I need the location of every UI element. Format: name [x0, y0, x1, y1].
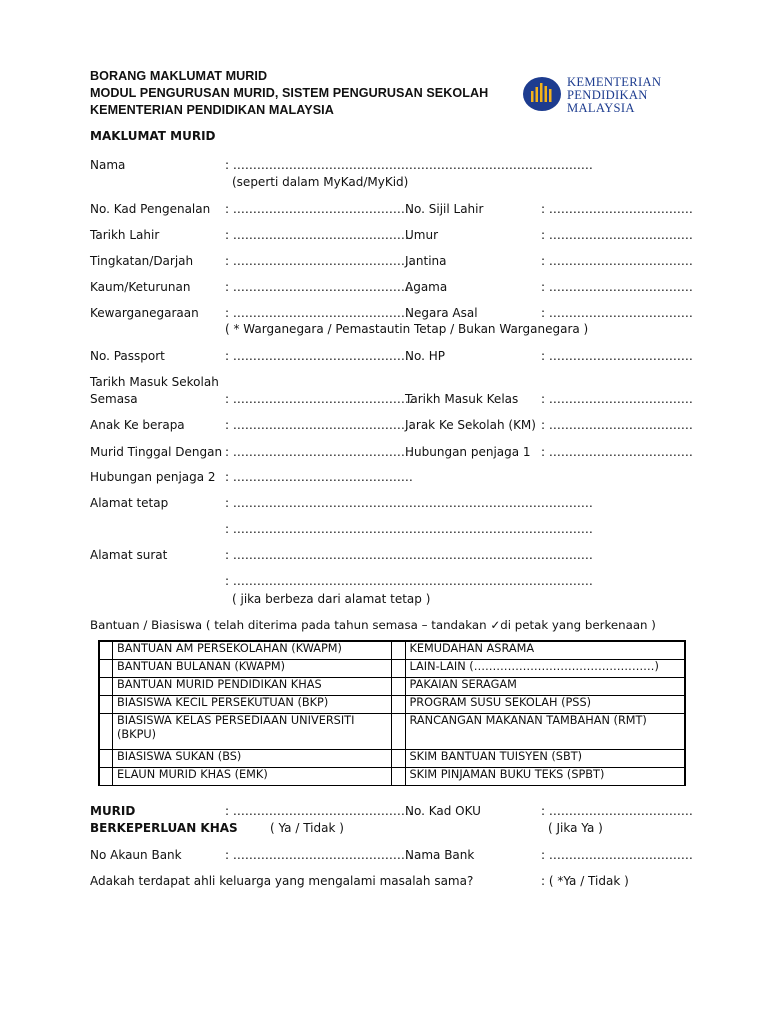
penjaga2-label: Hubungan penjaga 2 [90, 470, 216, 484]
bantuan-item-left: BIASISWA KECIL PERSEKUTUAN (BKP) [113, 696, 392, 714]
tick-box[interactable] [392, 660, 405, 678]
bantuan-item-right: KEMUDAHAN ASRAMA [405, 642, 685, 660]
murid-khas-field[interactable]: : ……………………………………… [225, 804, 413, 818]
umur-label: Umur [405, 228, 439, 242]
keluarga-answer[interactable]: : ( *Ya / Tidak ) [541, 874, 629, 888]
tick-box[interactable] [100, 768, 113, 786]
tick-box[interactable] [100, 660, 113, 678]
bantuan-item-left: BIASISWA SUKAN (BS) [113, 750, 392, 768]
tick-box[interactable] [392, 768, 405, 786]
tingkatan-label: Tingkatan/Darjah [90, 254, 194, 268]
bantuan-item-right: LAIN-LAIN (…………………………………………) [405, 660, 685, 678]
alamat-surat-label: Alamat surat [90, 548, 168, 562]
negara-field[interactable]: : ……………………………… [541, 306, 693, 320]
bantuan-item-left: BANTUAN AM PERSEKOLAHAN (KWAPM) [113, 642, 392, 660]
dob-label: Tarikh Lahir [90, 228, 160, 242]
oku-label: No. Kad OKU [405, 804, 481, 818]
form-title: BORANG MAKLUMAT MURID [90, 69, 268, 83]
anak-field[interactable]: : ……………………………………… [225, 418, 413, 432]
tick-box[interactable] [100, 714, 113, 750]
bantuan-item-left: BANTUAN MURID PENDIDIKAN KHAS [113, 678, 392, 696]
bank-label: Nama Bank [405, 848, 475, 862]
tick-box[interactable] [100, 642, 113, 660]
bantuan-item-left: ELAUN MURID KHAS (EMK) [113, 768, 392, 786]
nama-label: Nama [90, 158, 126, 172]
bantuan-row [100, 642, 685, 660]
tick-box[interactable] [392, 696, 405, 714]
form-subtitle: MODUL PENGURUSAN MURID, SISTEM PENGURUSAN SEKOLAH [90, 86, 489, 100]
sijil-field[interactable]: : ……………………………… [541, 202, 693, 216]
bantuan-item-right: SKIM BANTUAN TUISYEN (SBT) [405, 750, 685, 768]
warga-field[interactable]: : ……………………………………… [225, 306, 413, 320]
tick-box[interactable] [392, 678, 405, 696]
masuk-sekolah-label-2: Semasa [90, 392, 138, 406]
tinggal-label: Murid Tinggal Dengan [90, 445, 223, 459]
ic-field[interactable]: : ……………………………………… [225, 202, 413, 216]
bank-field[interactable]: : ……………………………… [541, 848, 693, 862]
logo-wordmark: KEMENTERIAN PENDIDIKAN MALAYSIA [567, 75, 662, 115]
bantuan-item-right: SKIM PINJAMAN BUKU TEKS (SPBT) [405, 768, 685, 786]
alamat-tetap-field-1[interactable]: : ……………………………………………………………………………… [225, 496, 593, 510]
tick-box[interactable] [392, 714, 405, 750]
anak-label: Anak Ke berapa [90, 418, 185, 432]
hp-field[interactable]: : ……………………………… [541, 349, 693, 363]
masuk-sekolah-label: Tarikh Masuk Sekolah [90, 375, 219, 389]
hp-label: No. HP [405, 349, 445, 363]
nama-field[interactable]: : ……………………………………………………………………………… [225, 158, 593, 172]
section-title: MAKLUMAT MURID [90, 129, 216, 143]
masuk-kelas-label: Tarikh Masuk Kelas [405, 392, 519, 406]
bantuan-row [100, 714, 685, 750]
tick-box[interactable] [392, 642, 405, 660]
bantuan-row [100, 768, 685, 786]
bantuan-row [100, 678, 685, 696]
kaum-label: Kaum/Keturunan [90, 280, 191, 294]
murid-khas-label: MURID [90, 804, 136, 818]
alamat-surat-note: ( jika berbeza dari alamat tetap ) [232, 592, 431, 606]
bantuan-intro: Bantuan / Biasiswa ( telah diterima pada tahun semasa – tandakan ✓di petak yang berkenaan ) [90, 618, 656, 632]
jantina-field[interactable]: : ……………………………… [541, 254, 693, 268]
dob-field[interactable]: : ……………………………………… [225, 228, 413, 242]
ministry-name: KEMENTERIAN PENDIDIKAN MALAYSIA [90, 103, 334, 117]
alamat-tetap-label: Alamat tetap [90, 496, 169, 510]
bantuan-item-right: RANCANGAN MAKANAN TAMBAHAN (RMT) [405, 714, 685, 750]
umur-field[interactable]: : ……………………………… [541, 228, 693, 242]
akaun-field[interactable]: : ……………………………………… [225, 848, 413, 862]
tinggal-field[interactable]: : ……………………………………… [225, 445, 413, 459]
penjaga1-field[interactable]: : ……………………………… [541, 445, 693, 459]
murid-khas-note: ( Ya / Tidak ) [270, 821, 344, 835]
akaun-label: No Akaun Bank [90, 848, 182, 862]
bantuan-item-right: PROGRAM SUSU SEKOLAH (PSS) [405, 696, 685, 714]
oku-field[interactable]: : ……………………………… [541, 804, 693, 818]
warga-label: Kewarganegaraan [90, 306, 199, 320]
jarak-field[interactable]: : ……………………………… [541, 418, 693, 432]
alamat-surat-field-1[interactable]: : ……………………………………………………………………………… [225, 548, 593, 562]
bantuan-item-right: PAKAIAN SERAGAM [405, 678, 685, 696]
bantuan-item-left: BANTUAN BULANAN (KWAPM) [113, 660, 392, 678]
tick-box[interactable] [100, 678, 113, 696]
ic-label: No. Kad Pengenalan [90, 202, 211, 216]
tick-box[interactable] [100, 750, 113, 768]
tick-box[interactable] [392, 750, 405, 768]
agama-label: Agama [405, 280, 448, 294]
jarak-label: Jarak Ke Sekolah (KM) [405, 418, 536, 432]
masuk-kelas-field[interactable]: : ……………………………… [541, 392, 693, 406]
nama-note: (seperti dalam MyKad/MyKid) [232, 175, 409, 189]
bantuan-row [100, 750, 685, 768]
agama-field[interactable]: : ……………………………… [541, 280, 693, 294]
passport-label: No. Passport [90, 349, 165, 363]
oku-note: ( Jika Ya ) [548, 821, 603, 835]
bantuan-table [98, 640, 686, 786]
passport-field[interactable]: : ……………………………………… [225, 349, 413, 363]
keluarga-question: Adakah terdapat ahli keluarga yang mengalami masalah sama? [90, 874, 474, 888]
bantuan-row [100, 696, 685, 714]
penjaga2-field[interactable]: : ……………………………………… [225, 470, 413, 484]
jantina-label: Jantina [405, 254, 447, 268]
bantuan-item-left: BIASISWA KELAS PERSEDIAAN UNIVERSITI (BKPU) [113, 714, 392, 750]
sijil-label: No. Sijil Lahir [405, 202, 484, 216]
negara-label: Negara Asal [405, 306, 478, 320]
alamat-tetap-field-2[interactable]: : ……………………………………………………………………………… [225, 522, 593, 536]
alamat-surat-field-2[interactable]: : ……………………………………………………………………………… [225, 574, 593, 588]
penjaga1-label: Hubungan penjaga 1 [405, 445, 531, 459]
tingkatan-field[interactable]: : ……………………………………… [225, 254, 413, 268]
kpm-emblem-icon [522, 75, 562, 113]
kaum-field[interactable]: : ……………………………………… [225, 280, 413, 294]
warga-note: ( * Warganegara / Pemastautin Tetap / Bukan Warganegara ) [225, 322, 589, 336]
bantuan-row [100, 660, 685, 678]
tick-box[interactable] [100, 696, 113, 714]
ministry-logo [522, 75, 682, 119]
murid-khas-label-2: BERKEPERLUAN KHAS [90, 821, 238, 835]
masuk-sekolah-field[interactable]: : ……………………………………… [225, 392, 413, 406]
